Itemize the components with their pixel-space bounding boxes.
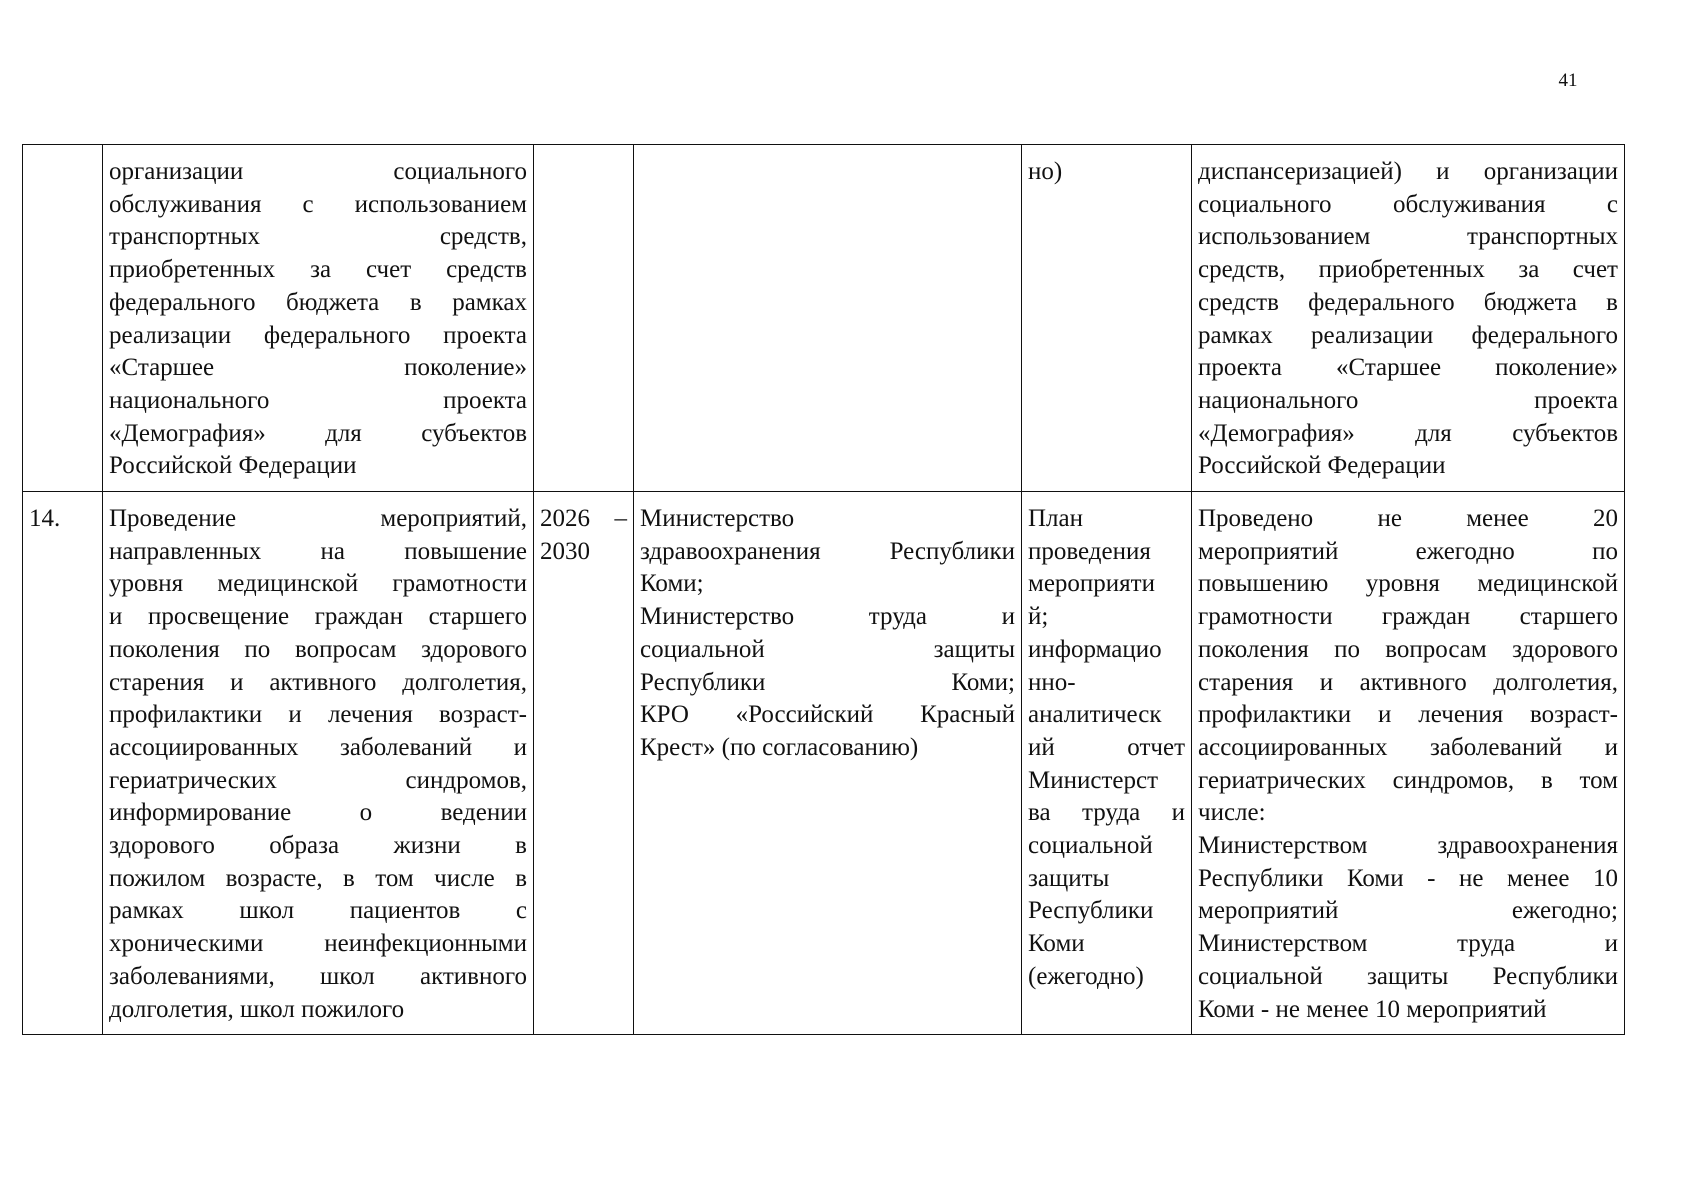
result-line: Проведено не менее 20: [1198, 505, 1618, 533]
term-cell: [534, 145, 634, 492]
row-number-cell: [23, 492, 103, 1035]
page-number: 41: [1558, 70, 1578, 91]
result-line: Республики Коми - не менее 10: [1198, 864, 1618, 892]
result-line: старения и активного долголетия,: [1198, 668, 1618, 696]
document-line: информацио: [1028, 635, 1162, 663]
action-line: приобретенных за счет средств: [109, 256, 527, 284]
result-line: использованием транспортных: [1198, 223, 1618, 251]
action-line: ассоциированных заболеваний и: [109, 733, 527, 761]
executors-line: Министерство труда и: [640, 603, 1015, 631]
document-line: защиты: [1028, 864, 1110, 892]
result-line: социального обслуживания с: [1198, 190, 1618, 218]
action-line: федерального бюджета в рамках: [109, 288, 527, 316]
action-line: хроническими неинфекционными: [109, 930, 527, 958]
result-cell: [1192, 145, 1625, 492]
action-line: Проведение мероприятий,: [109, 505, 527, 533]
action-line: гериатрических синдромов,: [109, 766, 527, 794]
executors-line: здравоохранения Республики: [640, 537, 1015, 565]
result-line: национального проекта: [1198, 386, 1618, 414]
result-line: «Демография» для субъектов: [1198, 419, 1618, 447]
document-line: Министерст: [1028, 766, 1159, 794]
action-line: пожилом возрасте, в том числе в: [109, 864, 527, 892]
result-line: мероприятий ежегодно по: [1198, 537, 1618, 565]
executors-cell: [634, 145, 1022, 492]
executors-line: КРО «Российский Красный: [640, 701, 1015, 729]
document-cell: [1022, 492, 1192, 1035]
result-line: грамотности граждан старшего: [1198, 603, 1618, 631]
document-cell: [1022, 145, 1192, 492]
result-line: гериатрических синдромов, в том: [1198, 766, 1618, 794]
result-line: средств, приобретенных за счет: [1198, 256, 1618, 284]
action-line: здорового образа жизни в: [109, 832, 527, 860]
executors-line: Крест» (по согласованию): [640, 733, 919, 761]
result-line: проекта «Старшее поколение»: [1198, 354, 1618, 382]
action-line: рамках школ пациентов с: [109, 897, 527, 925]
document-line: проведения: [1028, 537, 1151, 565]
result-line: повышению уровня медицинской: [1198, 570, 1618, 598]
result-line: Министерством труда и: [1198, 930, 1618, 958]
action-line: реализации федерального проекта: [109, 321, 527, 349]
document-line: й;: [1028, 603, 1049, 631]
document-line: социальной: [1028, 832, 1153, 860]
action-line: уровня медицинской грамотности: [109, 570, 527, 598]
result-line: Российской Федерации: [1198, 452, 1446, 480]
result-line: социальной защиты Республики: [1198, 962, 1618, 990]
result-line: мероприятий ежегодно;: [1198, 897, 1618, 925]
document-line: План: [1028, 505, 1084, 533]
result-line: числе:: [1198, 799, 1266, 827]
document-line: Коми: [1028, 930, 1085, 958]
plan-table: [22, 144, 1625, 1035]
action-line: организации социального: [109, 158, 527, 185]
result-line: диспансеризацией) и организации: [1198, 158, 1618, 185]
table-row: [23, 145, 1625, 492]
executors-line: социальной защиты: [640, 635, 1015, 663]
result-line: ассоциированных заболеваний и: [1198, 733, 1618, 761]
term-cell: [534, 492, 634, 1035]
document-line: нно-: [1028, 668, 1076, 696]
executors-line: Республики Коми;: [640, 668, 1015, 696]
action-line: обслуживания с использованием: [109, 190, 527, 218]
executors-line: Коми;: [640, 570, 704, 598]
plan-table-body: [23, 145, 1625, 1035]
action-line: «Демография» для субъектов: [109, 419, 527, 447]
term-line: 2026 –: [540, 505, 627, 533]
result-line: поколения по вопросам здорового: [1198, 635, 1618, 663]
document-line: мероприяти: [1028, 570, 1155, 598]
action-cell: [103, 145, 534, 492]
action-line: заболеваниями, школ активного: [109, 962, 527, 990]
row-number-text: 14.: [29, 505, 61, 533]
executors-cell: [634, 492, 1022, 1035]
row-number-cell: [23, 145, 103, 492]
document-line: ий отчет: [1028, 733, 1185, 761]
action-line: «Старшее поколение»: [109, 354, 527, 382]
document-line: ва труда и: [1028, 799, 1185, 827]
result-line: рамках реализации федерального: [1198, 321, 1618, 349]
document-line: Республики: [1028, 897, 1154, 925]
document-line: аналитическ: [1028, 701, 1162, 729]
result-line: профилактики и лечения возраст-: [1198, 701, 1618, 729]
table-row: [23, 492, 1625, 1035]
action-line: долголетия, школ пожилого: [109, 995, 405, 1023]
action-line: старения и активного долголетия,: [109, 668, 527, 696]
executors-line: Министерство: [640, 505, 795, 533]
action-line: поколения по вопросам здорового: [109, 635, 527, 663]
action-line: информирование о ведении: [109, 799, 527, 827]
result-line: средств федерального бюджета в: [1198, 288, 1618, 316]
document-line: но): [1028, 158, 1063, 185]
action-line: национального проекта: [109, 386, 527, 414]
action-line: и просвещение граждан старшего: [109, 603, 527, 631]
result-line: Министерством здравоохранения: [1198, 832, 1618, 860]
action-line: Российской Федерации: [109, 452, 357, 480]
action-cell: [103, 492, 534, 1035]
term-line: 2030: [540, 537, 590, 565]
action-line: направленных на повышение: [109, 537, 527, 565]
result-line: Коми - не менее 10 мероприятий: [1198, 995, 1547, 1023]
document-line: (ежегодно): [1028, 962, 1144, 990]
result-cell: [1192, 492, 1625, 1035]
action-line: профилактики и лечения возраст-: [109, 701, 527, 729]
action-line: транспортных средств,: [109, 223, 527, 251]
